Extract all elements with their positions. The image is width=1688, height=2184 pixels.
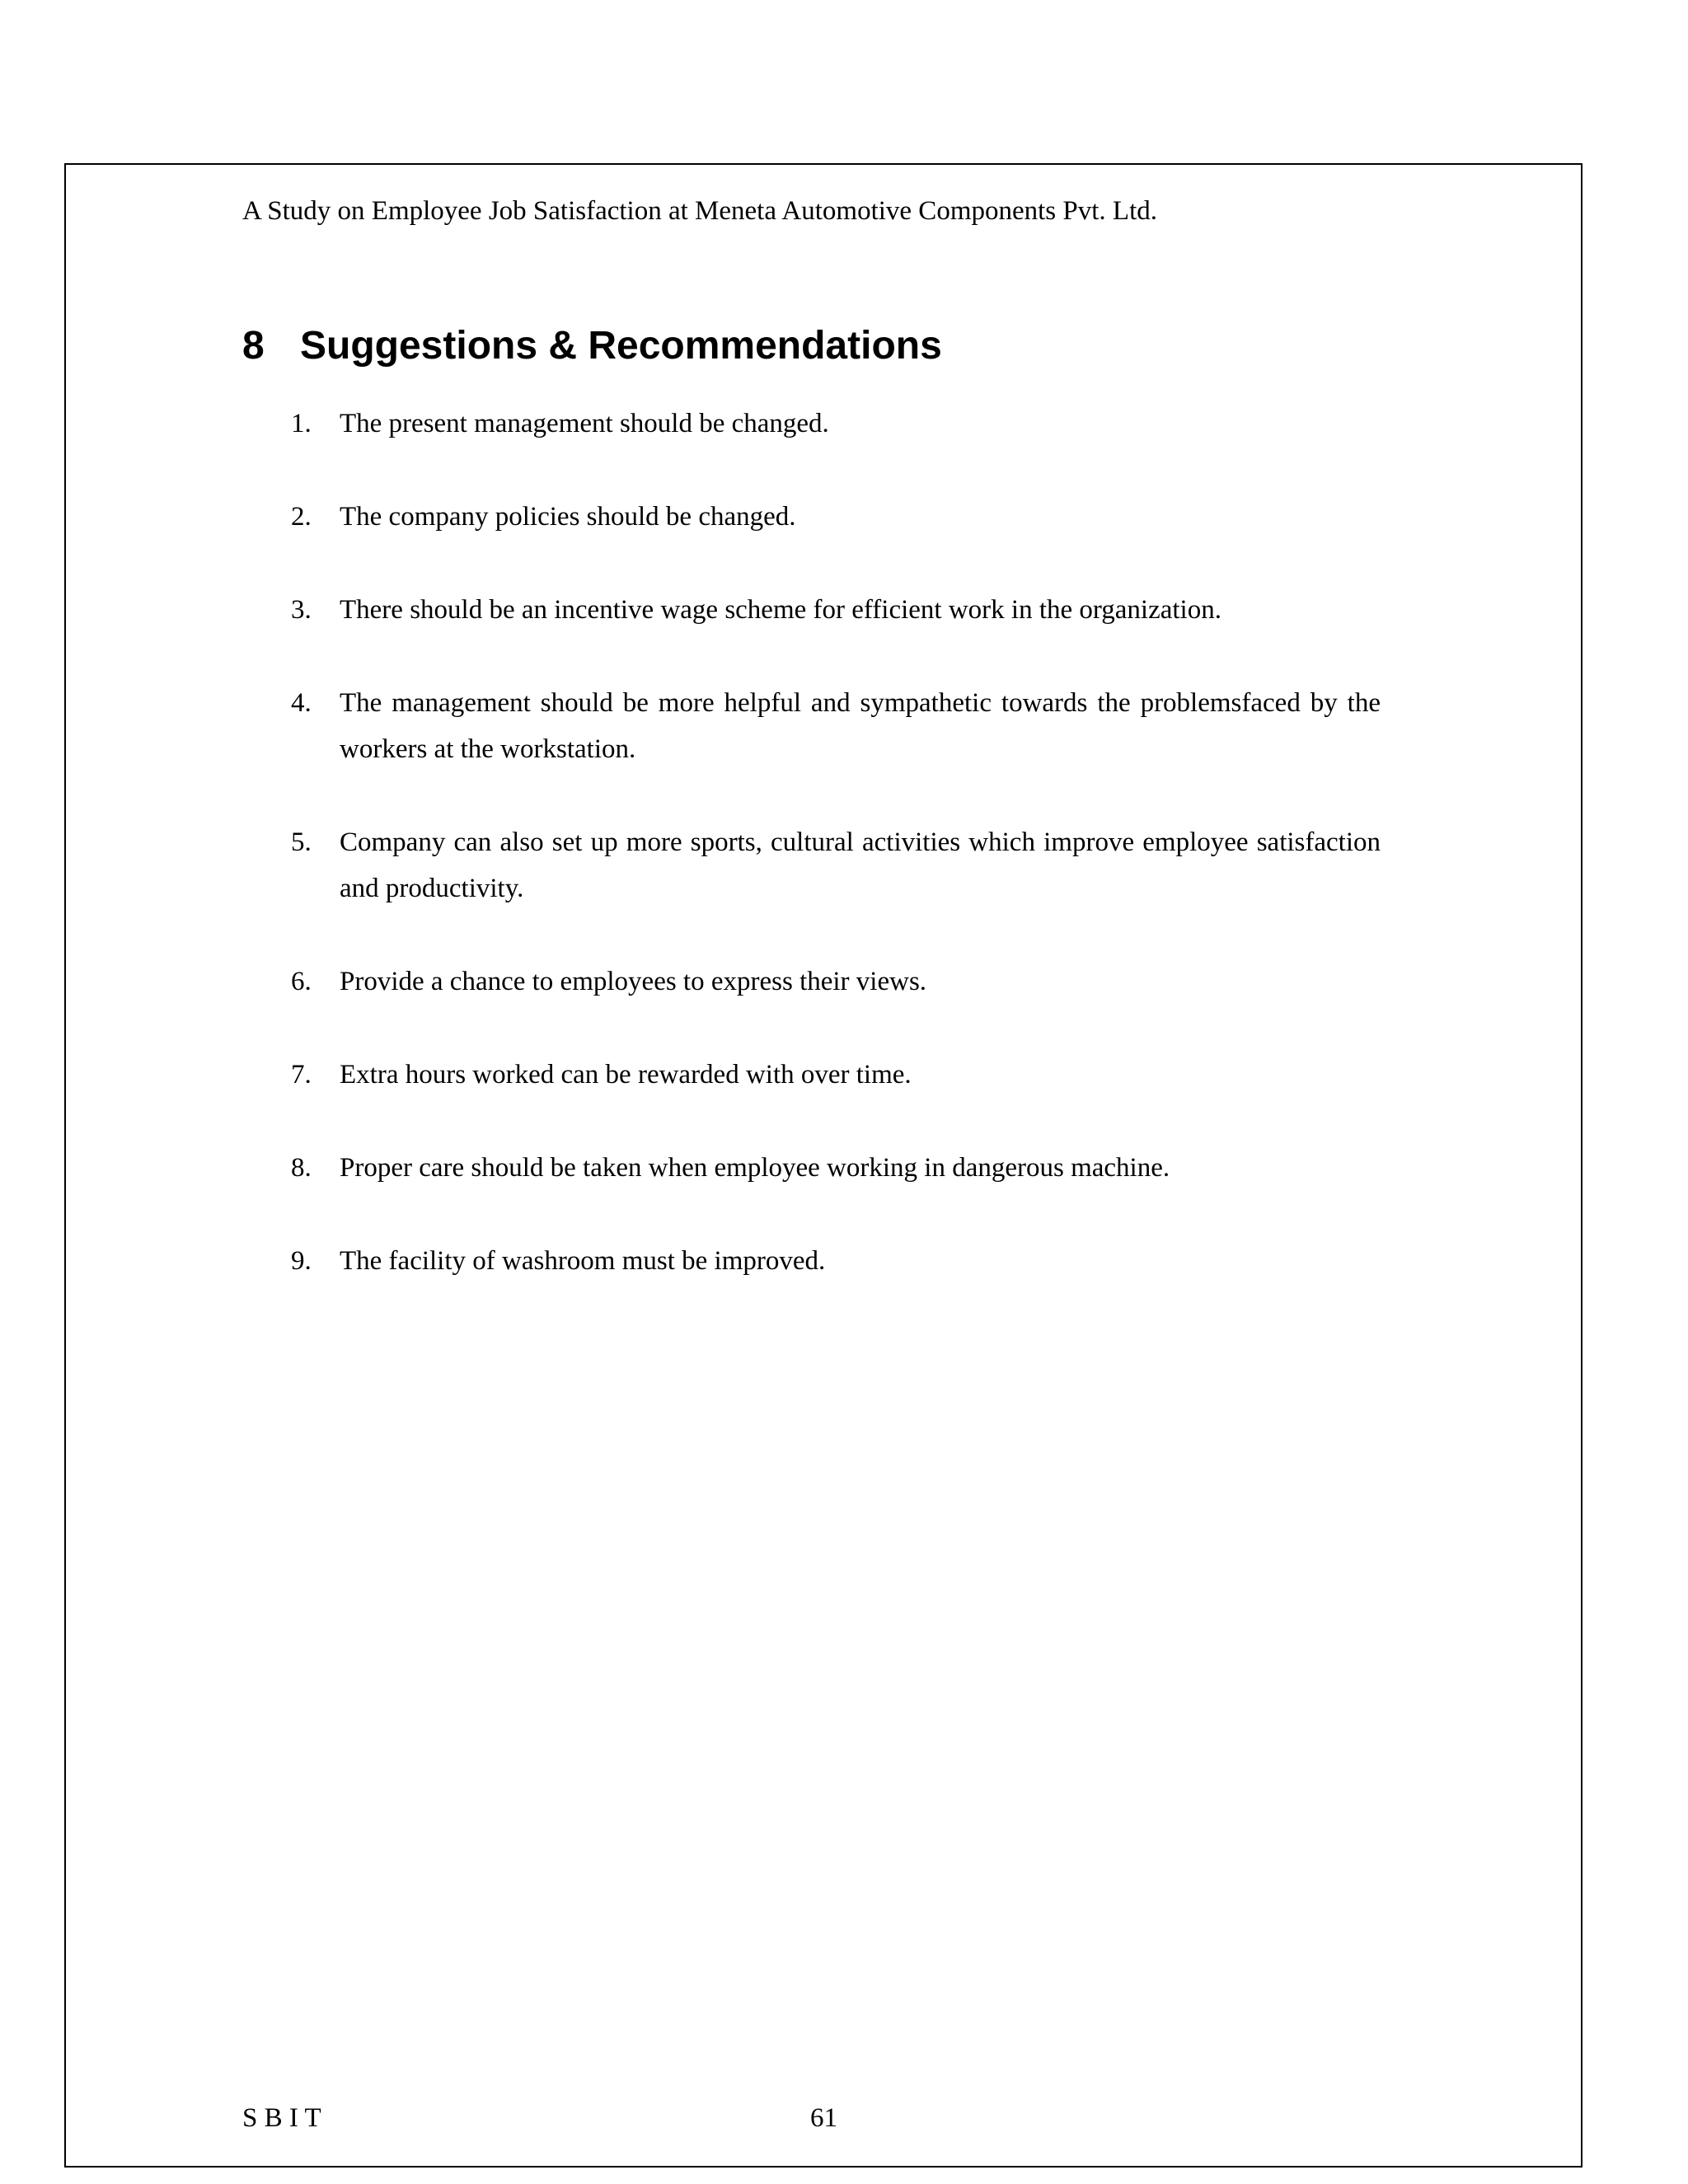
section-title: Suggestions & Recommendations — [300, 324, 942, 368]
list-item-marker: 9. — [291, 1246, 312, 1276]
section-heading — [242, 320, 942, 373]
list-item-text: There should be an incentive wage scheme for efficient work in the organization. — [340, 595, 1221, 625]
list-item-marker: 5. — [291, 827, 312, 857]
list-item-text: Company can also set up more sports, cultural activities which improve employee satisfaction and productivity. — [340, 827, 1381, 903]
list-item-text: The present management should be changed. — [340, 409, 829, 438]
list-item — [284, 958, 1381, 1005]
list-item-text: Proper care should be taken when employee working in dangerous machine. — [340, 1153, 1170, 1183]
list-item-marker: 3. — [291, 595, 312, 625]
list-item-text: Extra hours worked can be rewarded with over time. — [340, 1060, 912, 1090]
list-item-marker: 7. — [291, 1060, 312, 1090]
list-item-text: The company policies should be changed. — [340, 502, 796, 532]
list-item-marker: 4. — [291, 688, 312, 718]
list-item-text: The management should be more helpful and sympathetic towards the problemsfaced by the workers at the workstation. — [340, 688, 1381, 764]
list-item — [284, 494, 1381, 540]
recommendation-list — [284, 401, 1381, 1331]
list-item-marker: 2. — [291, 502, 312, 532]
list-item — [284, 819, 1381, 912]
list-item-marker: 8. — [291, 1153, 312, 1183]
list-item — [284, 401, 1381, 447]
footer-institution: S B I T — [242, 2103, 321, 2133]
list-item-marker: 6. — [291, 967, 312, 996]
list-item — [284, 1145, 1381, 1191]
list-item-text: Provide a chance to employees to express their views. — [340, 967, 927, 996]
list-item — [284, 1238, 1381, 1284]
section-number: 8 — [242, 324, 265, 368]
running-header: A Study on Employee Job Satisfaction at Meneta Automotive Components Pvt. Ltd. — [242, 196, 1157, 226]
list-item-marker: 1. — [291, 409, 312, 438]
list-item — [284, 587, 1381, 633]
list-item-text: The facility of washroom must be improved. — [340, 1246, 826, 1276]
list-item — [284, 1052, 1381, 1098]
page-number: 61 — [810, 2103, 837, 2133]
list-item — [284, 680, 1381, 772]
